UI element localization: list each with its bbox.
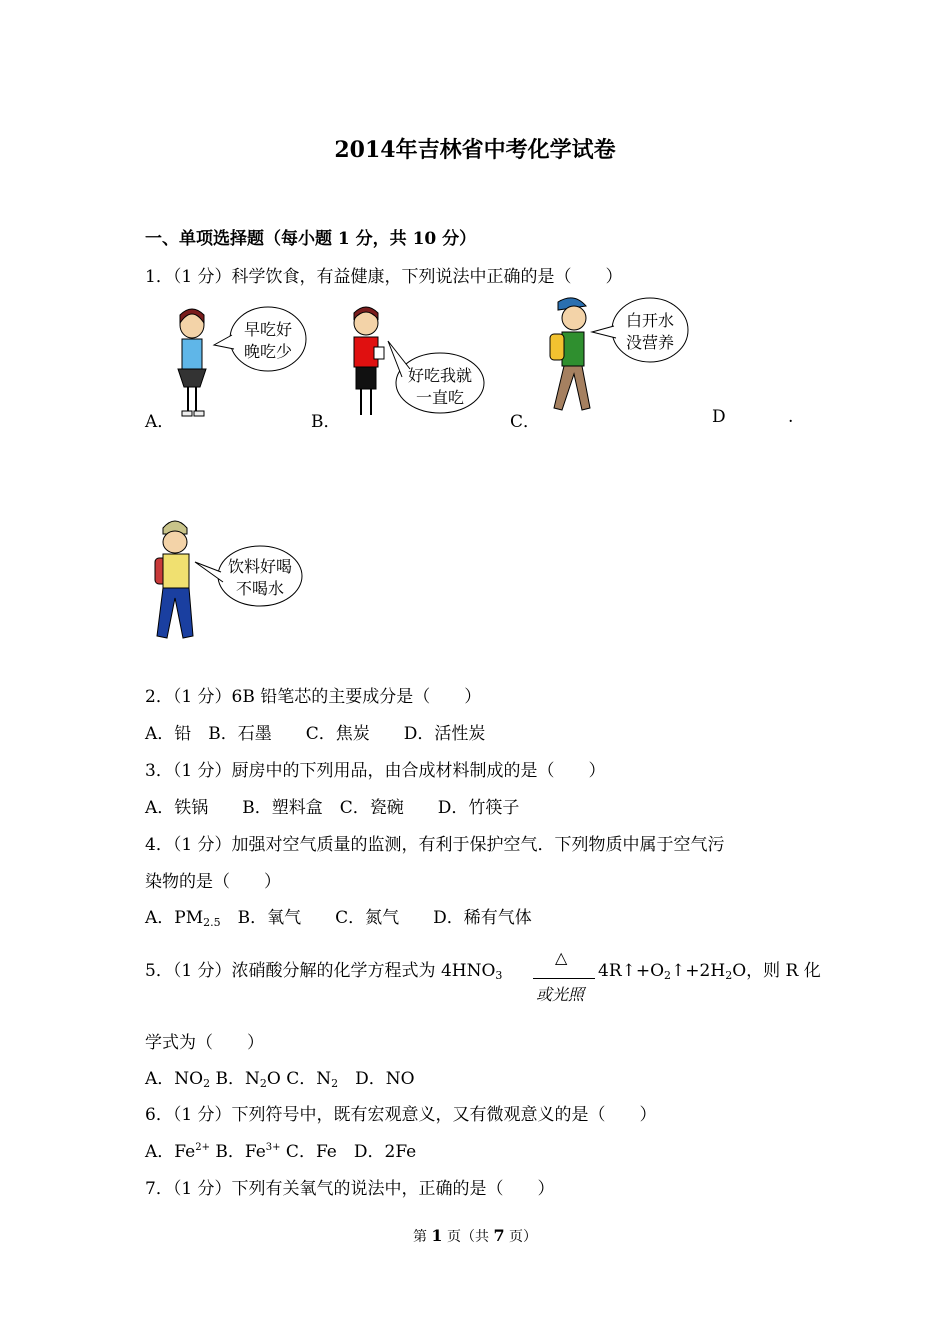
question-4-options — [145, 903, 532, 929]
option-a-label: A． — [145, 412, 175, 432]
q5-option-a: A．NO — [145, 1069, 204, 1089]
question-5-stem-left — [145, 956, 502, 982]
bubble-c-line1: 白开水 — [625, 311, 675, 330]
question-5-stem-right — [598, 956, 821, 982]
bubble-d-line2: 不喝水 — [235, 579, 285, 598]
page-footer — [0, 1226, 950, 1246]
q5-sub2a: 2 — [664, 969, 672, 982]
q5-products-3: O，则 R 化 — [732, 961, 821, 981]
q4-option-a: A．PM — [145, 908, 204, 928]
question-4-stem-line1: 4．（1 分）加强对空气质量的监测，有利于保护空气．下列物质中属于空气污 — [145, 835, 725, 855]
q4-options-rest: B．氧气 C．氮气 D．稀有气体 — [220, 908, 532, 928]
q5-sub3: 3 — [495, 969, 503, 982]
q5-sub2b: 2 — [725, 969, 733, 982]
option-c-label: C． — [510, 412, 541, 432]
reaction-arrow-line — [533, 978, 595, 979]
q5-option-a-sub: 2 — [203, 1077, 211, 1090]
question-6-stem: 6．（1 分）下列符号中，既有宏观意义，又有微观意义的是（ ） — [145, 1105, 657, 1125]
option-d-dot: . — [788, 407, 794, 427]
q6-option-a-sup: 2+ — [195, 1142, 210, 1153]
bubble-a-line2: 晚吃少 — [243, 342, 293, 361]
bubble-b-line1: 好吃我就 — [407, 366, 473, 385]
page-title: 2014年吉林省中考化学试卷 — [334, 137, 616, 163]
reaction-condition — [533, 948, 595, 1004]
question-7-stem: 7．（1 分）下列有关氧气的说法中，正确的是（ ） — [145, 1179, 555, 1199]
q5-option-d: D．NO — [338, 1069, 415, 1089]
bubble-d-line1: 饮料好喝 — [227, 557, 293, 576]
option-d-figure — [145, 518, 310, 648]
question-4-stem-line2: 染物的是（ ） — [145, 872, 281, 892]
option-b-figure — [340, 305, 490, 425]
q6-option-b-sup: 3+ — [265, 1142, 281, 1153]
q4-option-a-sub: 2.5 — [203, 916, 221, 929]
footer-pre: 第 — [412, 1229, 432, 1245]
footer-post: 页） — [504, 1229, 538, 1245]
section-heading: 一、单项选择题（每小题 1 分，共 10 分） — [145, 229, 477, 249]
q6-option-b: B．Fe — [209, 1142, 266, 1162]
question-2-stem: 2．（1 分）6B 铅笔芯的主要成分是（ ） — [145, 687, 482, 707]
q5-option-c: O C．N — [266, 1069, 332, 1089]
question-3-stem: 3．（1 分）厨房中的下列用品，由合成材料制成的是（ ） — [145, 761, 606, 781]
option-b-label: B． — [311, 412, 341, 432]
question-5-line2: 学式为（ ） — [145, 1033, 264, 1053]
q5-option-c-sub: 2 — [331, 1077, 339, 1090]
bubble-b-line2: 一直吃 — [415, 388, 465, 407]
question-3-options: A．铁锅 B．塑料盒 C．瓷碗 D．竹筷子 — [145, 798, 520, 818]
q5-option-b-sub: 2 — [259, 1077, 267, 1090]
q5-products-1: 4R↑+O — [598, 961, 665, 981]
question-1-stem: 1．（1 分）科学饮食，有益健康，下列说法中正确的是（ ） — [145, 267, 623, 287]
option-a-figure — [170, 305, 315, 425]
footer-page-number: 1 — [431, 1226, 443, 1245]
bubble-a-line1: 早吃好 — [243, 320, 293, 339]
option-d-label: D — [712, 407, 726, 427]
option-c-figure — [540, 296, 690, 420]
condition-text: 或光照 — [536, 985, 585, 1004]
question-2-options: A．铅 B．石墨 C．焦炭 D．活性炭 — [145, 724, 486, 744]
q5-stem-pre: 5．（1 分）浓硝酸分解的化学方程式为 4HNO — [145, 961, 496, 981]
question-5-options — [145, 1064, 415, 1090]
q6-option-a: A．Fe — [145, 1142, 196, 1162]
question-6-options — [145, 1137, 416, 1162]
bubble-c-line2: 没营养 — [625, 333, 675, 352]
footer-total-pages: 7 — [493, 1226, 505, 1245]
q6-options-rest: C．Fe D．2Fe — [280, 1142, 417, 1162]
footer-mid: 页（共 — [442, 1229, 494, 1245]
q5-products-2: ↑+2H — [671, 961, 726, 981]
q5-option-b: B．N — [210, 1069, 260, 1089]
delta-symbol: △ — [555, 948, 568, 967]
